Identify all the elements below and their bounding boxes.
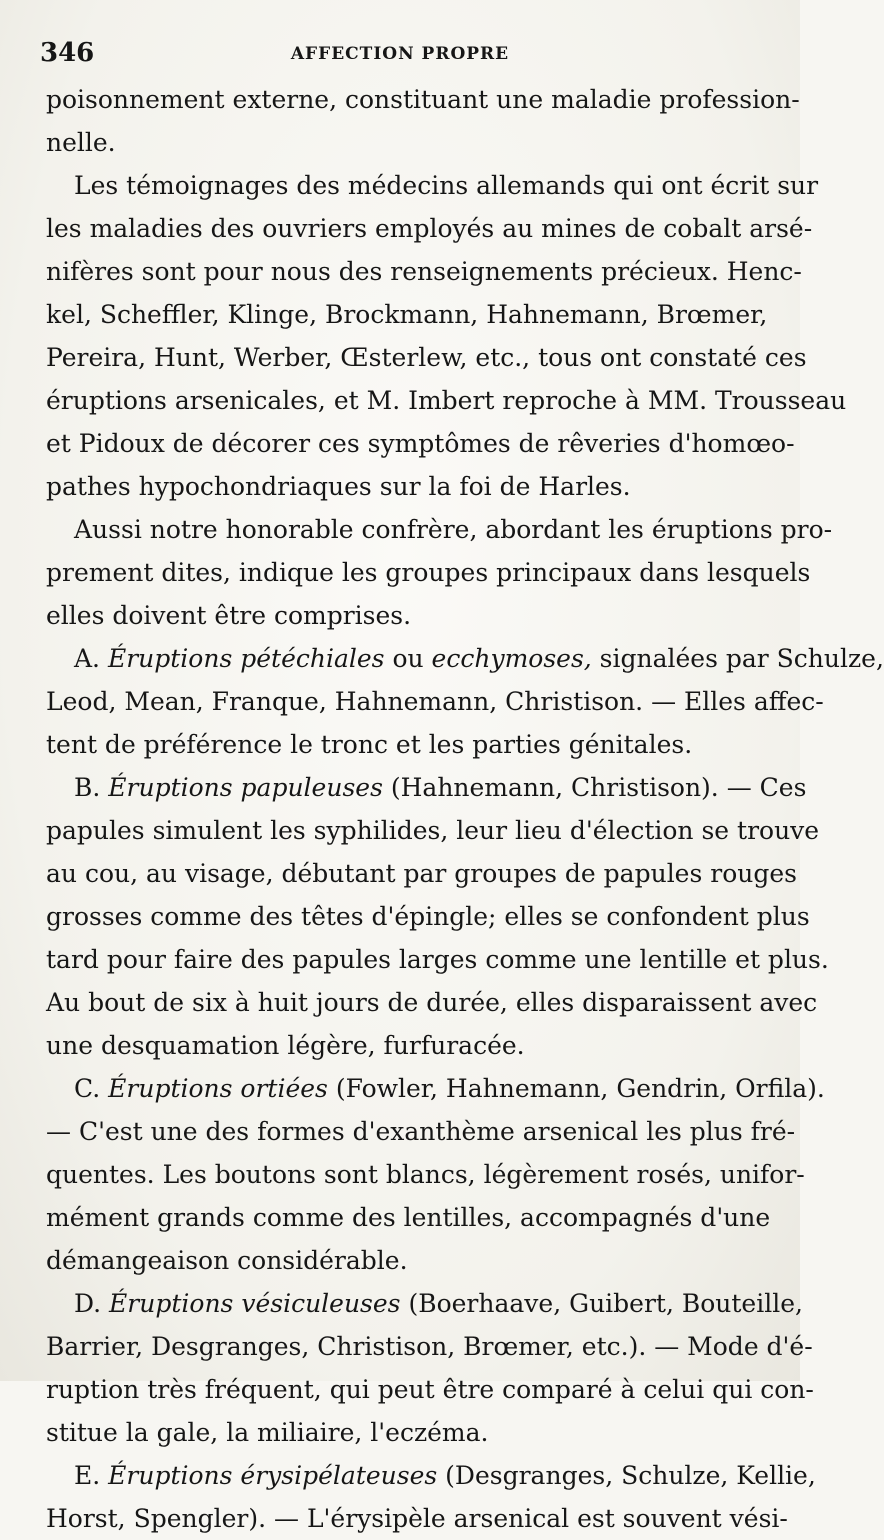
line-segment: (Fowler, Hahnemann, Gendrin, Orfila). bbox=[327, 1074, 825, 1103]
section-heading-italic: Éruptions érysipélateuses bbox=[108, 1461, 438, 1490]
text-line: Barrier, Desgranges, Christison, Brœmer, etc.). — Mode d'é- bbox=[46, 1332, 813, 1361]
body-text bbox=[46, 78, 884, 1540]
line-segment: E. bbox=[74, 1461, 109, 1490]
line-segment: (Hahnemann, Christison). — Ces bbox=[382, 773, 807, 802]
text-line: démangeaison considérable. bbox=[46, 1246, 408, 1275]
paragraph bbox=[46, 164, 847, 508]
page-header bbox=[40, 38, 760, 74]
text-line: kel, Scheffler, Klinge, Brockmann, Hahnemann, Brœmer, bbox=[46, 300, 768, 329]
text-line: nelle. bbox=[46, 128, 116, 157]
text-line: une desquamation légère, furfuracée. bbox=[46, 1031, 525, 1060]
text-line bbox=[46, 1454, 816, 1497]
text-line: stitue la gale, la miliaire, l'eczéma. bbox=[46, 1418, 489, 1447]
text-line: nifères sont pour nous des renseignements précieux. Henc- bbox=[46, 257, 802, 286]
text-line bbox=[46, 1282, 803, 1325]
text-line: Au bout de six à huit jours de durée, elles disparaissent avec bbox=[46, 988, 818, 1017]
section-heading-italic: Éruptions vésiculeuses bbox=[109, 1289, 401, 1318]
text-line: elles doivent être comprises. bbox=[46, 601, 412, 630]
text-line: quentes. Les boutons sont blancs, légèrement rosés, unifor- bbox=[46, 1160, 805, 1189]
text-line: prement dites, indique les groupes principaux dans lesquels bbox=[46, 558, 811, 587]
text-line: tent de préférence le tronc et les parties génitales. bbox=[46, 730, 693, 759]
paragraph bbox=[46, 78, 800, 164]
text-line: poisonnement externe, constituant une maladie profession- bbox=[46, 85, 800, 114]
text-line: Horst, Spengler). — L'érysipèle arsenical est souvent vési- bbox=[46, 1504, 788, 1533]
text-line: ruption très fréquent, qui peut être comparé à celui qui con- bbox=[46, 1375, 814, 1404]
line-segment: D. bbox=[74, 1289, 110, 1318]
text-line: — C'est une des formes d'exanthème arsenical les plus fré- bbox=[46, 1117, 796, 1146]
line-segment: (Desgranges, Schulze, Kellie, bbox=[437, 1461, 816, 1490]
section-heading-italic: Éruptions papuleuses bbox=[108, 773, 383, 802]
text-line: pathes hypochondriaques sur la foi de Harles. bbox=[46, 472, 631, 501]
running-title: AFFECTION PROPRE bbox=[290, 44, 510, 64]
paragraph bbox=[46, 1067, 825, 1282]
text-line: Aussi notre honorable confrère, abordant les éruptions pro- bbox=[74, 515, 833, 544]
paragraph bbox=[46, 1454, 816, 1540]
text-line bbox=[46, 766, 807, 809]
line-segment: A. bbox=[74, 644, 108, 673]
text-line: grosses comme des têtes d'épingle; elles se confondent plus bbox=[46, 902, 810, 931]
text-line: Pereira, Hunt, Werber, Œsterlew, etc., tous ont constaté ces bbox=[46, 343, 807, 372]
line-segment: (Boerhaave, Guibert, Bouteille, bbox=[400, 1289, 803, 1318]
text-line: éruptions arsenicales, et M. Imbert reproche à MM. Trousseau bbox=[46, 386, 847, 415]
paragraph bbox=[46, 766, 829, 1067]
paragraph bbox=[46, 508, 833, 637]
text-line: Les témoignages des médecins allemands qui ont écrit sur bbox=[74, 171, 819, 200]
text-line: papules simulent les syphilides, leur lieu d'élection se trouve bbox=[46, 816, 820, 845]
line-segment: signalées par Schulze, bbox=[591, 644, 884, 673]
text-line: tard pour faire des papules larges comme une lentille et plus. bbox=[46, 945, 829, 974]
section-heading-italic: Éruptions pétéchiales bbox=[107, 644, 385, 673]
text-line bbox=[46, 637, 884, 680]
line-segment: B. bbox=[74, 773, 109, 802]
paragraph bbox=[46, 1282, 814, 1454]
page-number: 346 bbox=[40, 38, 95, 68]
line-segment: C. bbox=[74, 1074, 109, 1103]
paragraph bbox=[46, 637, 884, 766]
text-line: les maladies des ouvriers employés au mines de cobalt arsé- bbox=[46, 214, 813, 243]
section-heading-italic: Éruptions ortiées bbox=[108, 1074, 328, 1103]
text-line: mément grands comme des lentilles, accompagnés d'une bbox=[46, 1203, 771, 1232]
line-segment: ou bbox=[384, 644, 432, 673]
text-line bbox=[46, 1067, 825, 1110]
text-line: Leod, Mean, Franque, Hahnemann, Christison. — Elles affec- bbox=[46, 687, 824, 716]
text-line: et Pidoux de décorer ces symptômes de rêveries d'homœo- bbox=[46, 429, 795, 458]
text-line: au cou, au visage, débutant par groupes de papules rouges bbox=[46, 859, 797, 888]
section-heading-italic: ecchymoses, bbox=[431, 644, 592, 673]
